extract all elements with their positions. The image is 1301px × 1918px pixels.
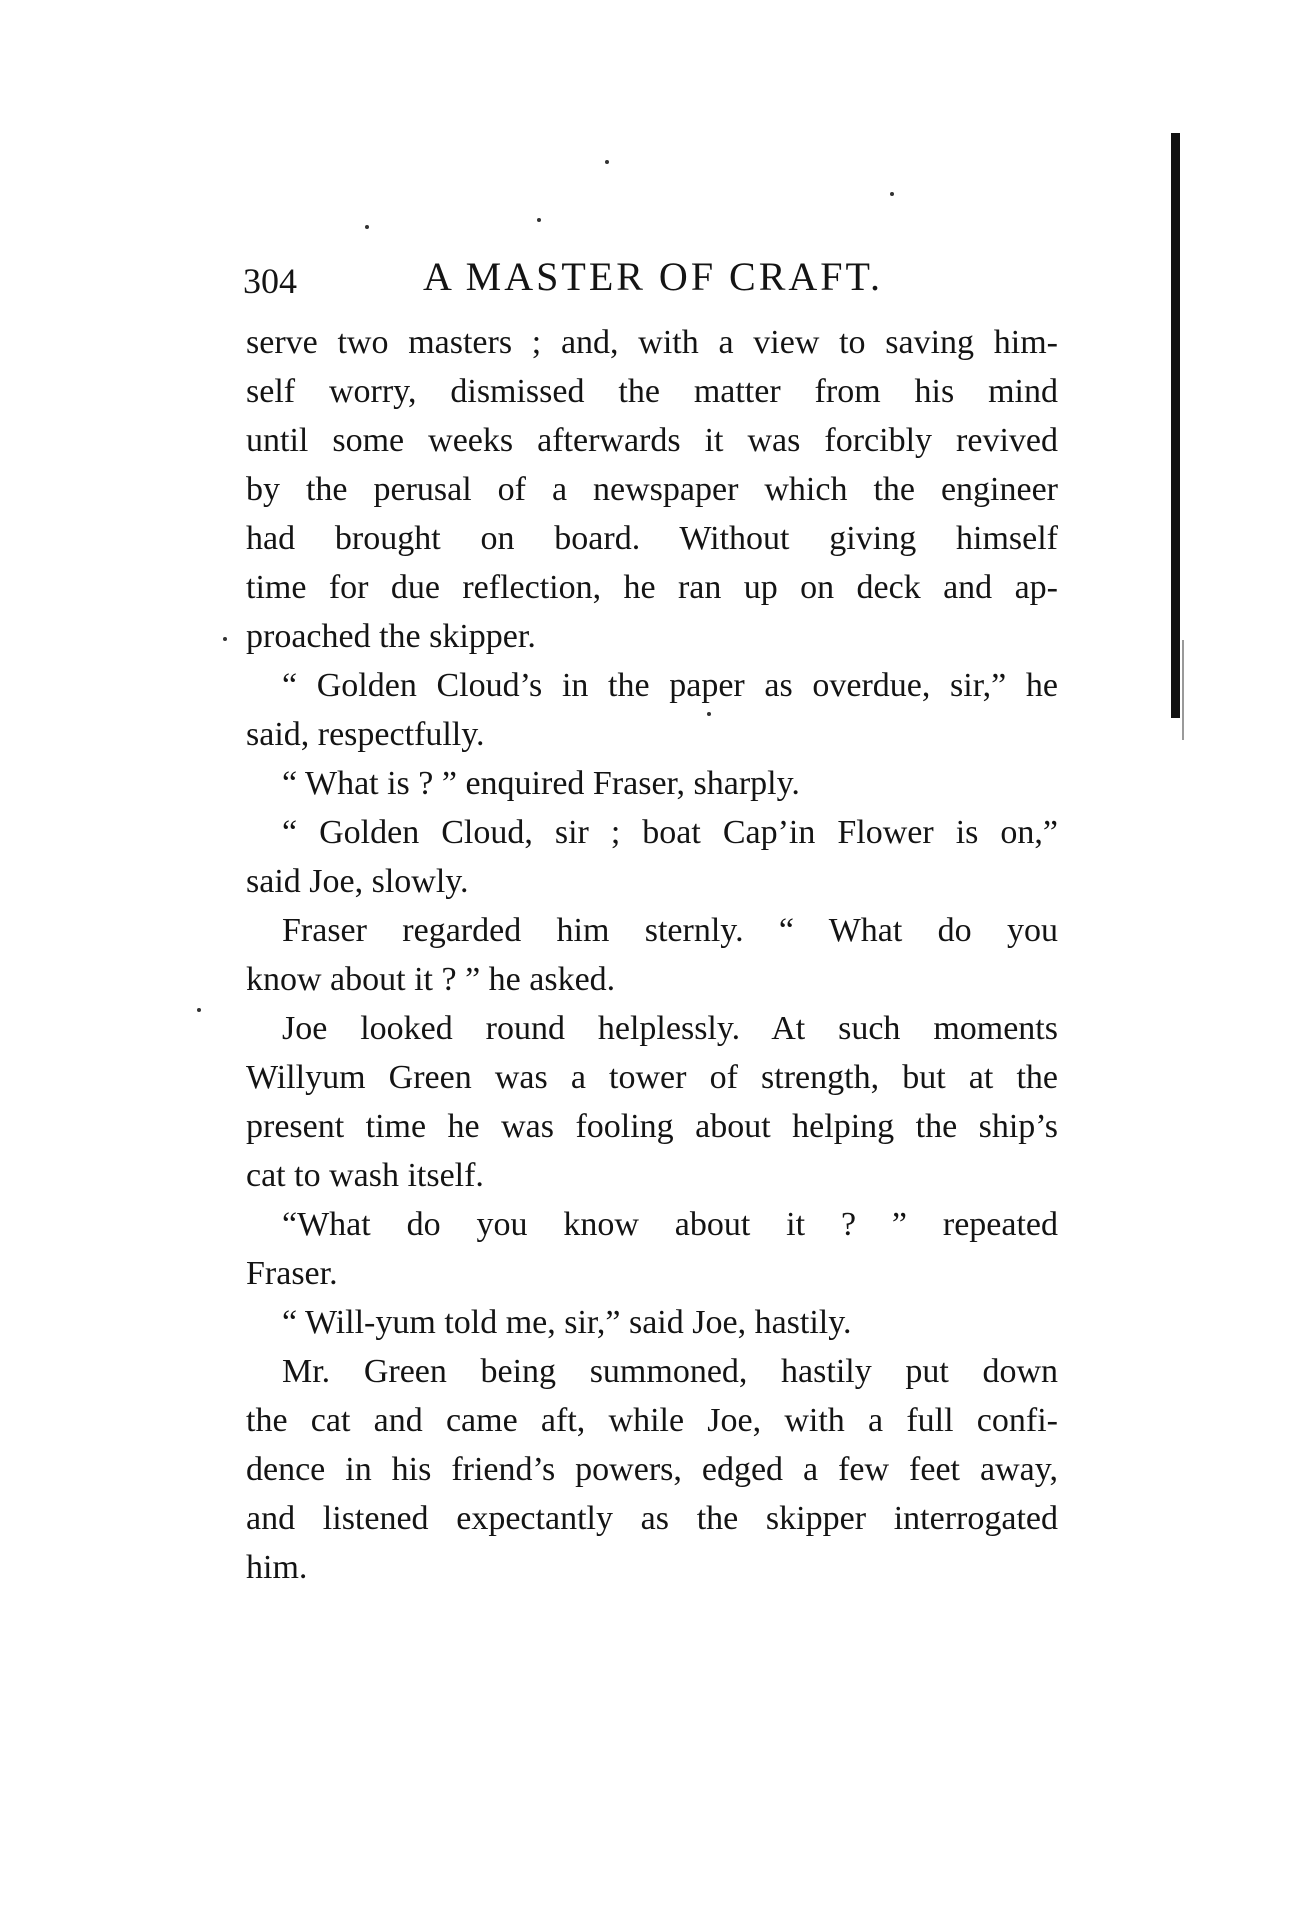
scan-speck xyxy=(537,218,541,222)
text-line: “ Golden Cloud’s in the paper as overdue, sir,” he xyxy=(282,667,1058,704)
text-line: serve two masters ; and, with a view to saving him- xyxy=(246,324,1058,361)
text-line: dence in his friend’s powers, edged a few feet away, xyxy=(246,1451,1058,1488)
scan-speck xyxy=(365,225,369,229)
scan-speck xyxy=(890,192,894,196)
text-line: said Joe, slowly. xyxy=(246,863,469,900)
text-line: until some weeks afterwards it was forcibly revived xyxy=(246,422,1058,459)
text-line: cat to wash itself. xyxy=(246,1157,484,1194)
text-line: know about it ? ” he asked. xyxy=(246,961,616,998)
running-header xyxy=(243,253,1063,313)
text-line: “ Golden Cloud, sir ; boat Cap’in Flower is on,” xyxy=(282,814,1058,851)
scan-edge-shadow xyxy=(1171,133,1180,718)
text-line: “What do you know about it ? ” repeated xyxy=(282,1206,1058,1243)
text-line: time for due reflection, he ran up on deck and ap- xyxy=(246,569,1058,606)
text-line: Mr. Green being summoned, hastily put down xyxy=(282,1353,1058,1390)
page-number: 304 xyxy=(243,261,297,301)
text-line: Joe looked round helplessly. At such moments xyxy=(282,1010,1058,1047)
scan-edge-line xyxy=(1182,640,1184,740)
text-line: present time he was fooling about helping the ship’s xyxy=(246,1108,1058,1145)
text-line: the cat and came aft, while Joe, with a full confi- xyxy=(246,1402,1058,1439)
scan-speck xyxy=(605,160,609,164)
text-line: Fraser. xyxy=(246,1255,338,1292)
text-line: Willyum Green was a tower of strength, but at the xyxy=(246,1059,1058,1096)
scan-speck xyxy=(197,1008,201,1012)
body-text xyxy=(246,318,1058,1592)
text-line: him. xyxy=(246,1549,308,1586)
text-line: self worry, dismissed the matter from his mind xyxy=(246,373,1058,410)
text-line: said, respectfully. xyxy=(246,716,485,753)
text-line: “ Will-yum told me, sir,” said Joe, hastily. xyxy=(282,1304,852,1341)
text-line: Fraser regarded him sternly. “ What do you xyxy=(282,912,1058,949)
text-line: had brought on board. Without giving himself xyxy=(246,520,1058,557)
text-line: and listened expectantly as the skipper interrogated xyxy=(246,1500,1058,1537)
text-line: “ What is ? ” enquired Fraser, sharply. xyxy=(282,765,800,802)
scan-speck xyxy=(223,637,227,641)
running-title: A MASTER OF CRAFT. xyxy=(423,254,884,299)
text-line: by the perusal of a newspaper which the engineer xyxy=(246,471,1058,508)
text-line: proached the skipper. xyxy=(246,618,536,655)
